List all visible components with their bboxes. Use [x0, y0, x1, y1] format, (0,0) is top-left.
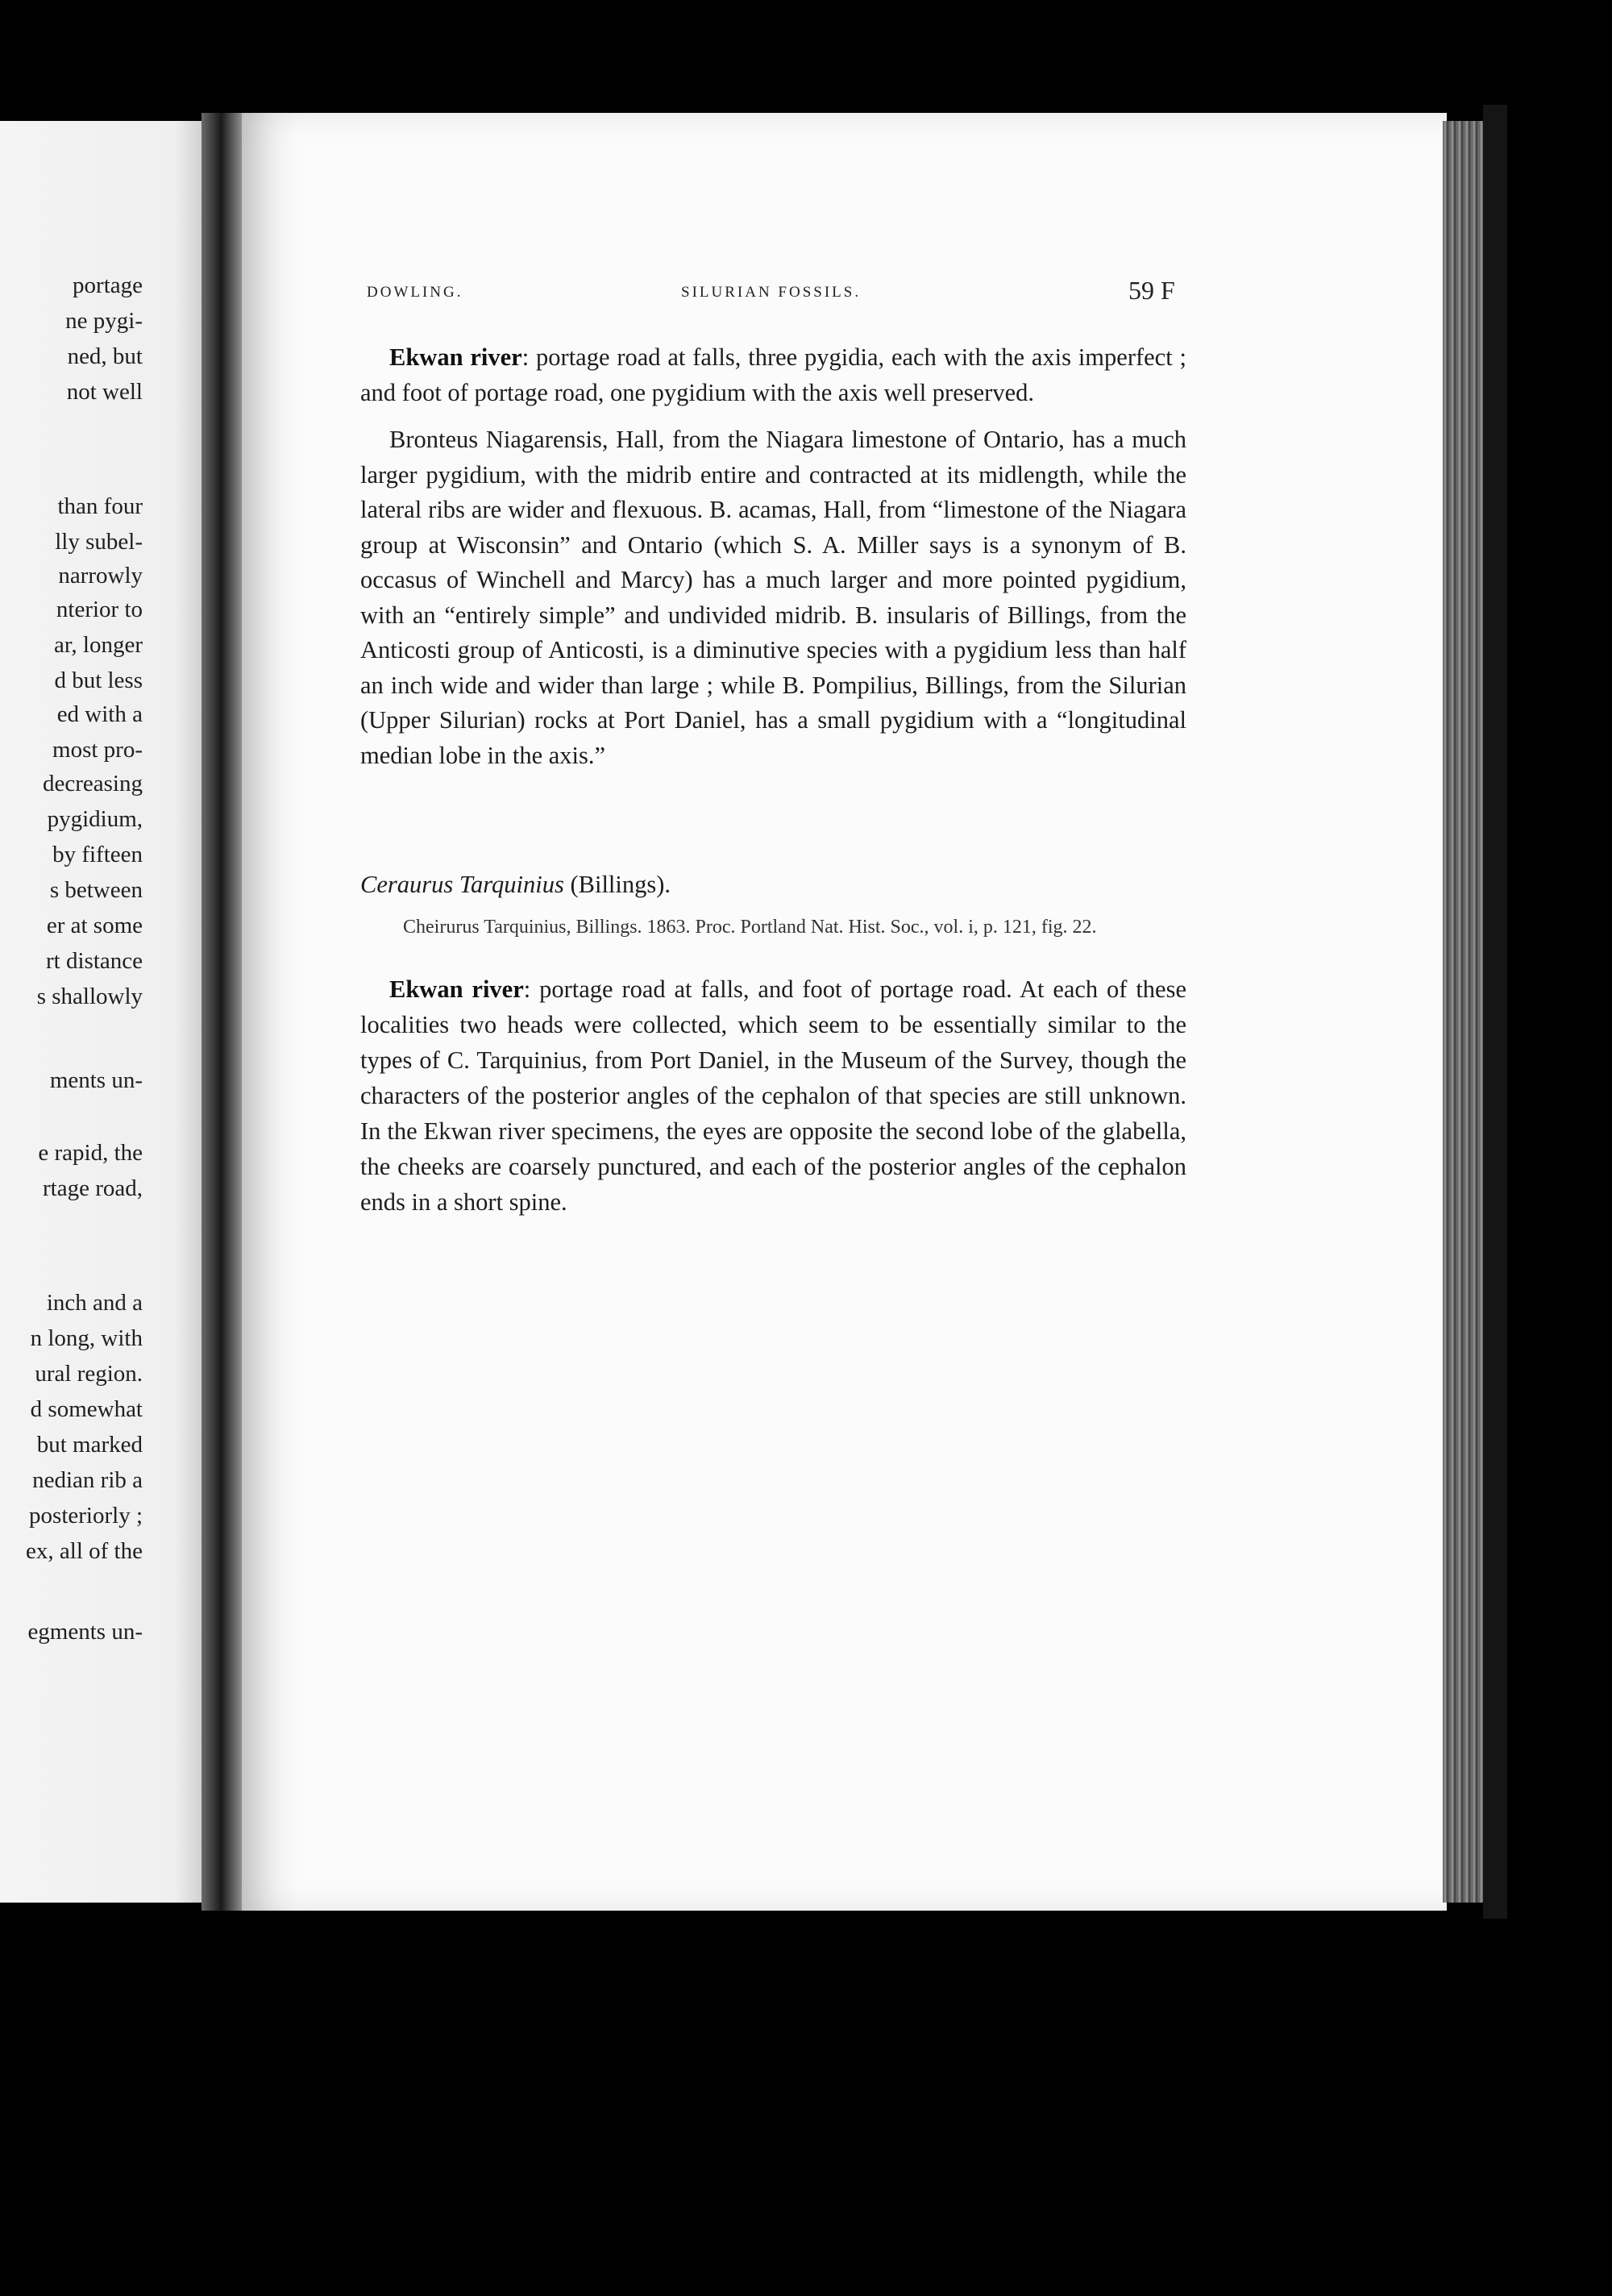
left-page-line: but marked — [36, 1432, 143, 1458]
left-page-line: portage — [73, 272, 143, 298]
left-page-line: rt distance — [46, 948, 143, 974]
left-page-line: lly subel- — [55, 529, 143, 555]
paragraph-ekwan-2 — [360, 971, 1186, 1220]
left-page-line: decreasing — [43, 771, 143, 797]
left-page-line: most pro- — [52, 737, 143, 763]
left-page-line: nterior to — [56, 597, 143, 622]
running-head-title: SILURIAN FOSSILS. — [681, 284, 862, 301]
left-page-line: d somewhat — [30, 1396, 143, 1422]
paragraph-body: Bronteus Niagarensis, Hall, from the Niagara limestone of Ontario, has a much larger pygidium, with the midrib entire and contracted at its midlength, while the lateral ribs are wider and flexuous. B. acamas, Hall, from “limestone of the Niagara group at Wisconsin” and Ontario (which S. A. Miller says is a synonym of B. occasus of Winchell and Marcy) has a much larger and more pointed pygidium, with an “entirely simple” and undivided midrib. B. insularis of Billings, from the Anticosti group of Anticosti, is a diminutive species with a pygidium less than half an inch wide and wider than large ; while B. Pompilius, Billings, from the Silurian (Upper Silurian) rocks at Port Daniel, has a small pygidium with a “longitudinal median lobe in the axis.” — [360, 426, 1186, 769]
left-page-line: ned, but — [67, 343, 143, 369]
left-page-line: ural region. — [35, 1361, 143, 1387]
left-page-line: nedian rib a — [32, 1467, 143, 1493]
left-page-line: n long, with — [30, 1325, 143, 1351]
left-page-line: not well — [66, 379, 143, 405]
page-number: 59 F — [1128, 276, 1175, 305]
paragraph-body: : portage road at falls, three pygidia, each with the axis imperfect ; and foot of portage road, one pygidium with the axis well preserved. — [360, 343, 1186, 406]
left-page-line: than four — [57, 493, 143, 519]
left-page-line: er at some — [46, 913, 143, 938]
left-page — [0, 121, 219, 1903]
left-page-line: s between — [49, 877, 143, 903]
paragraph-ekwan-1 — [360, 340, 1186, 410]
left-page-line: rtage road, — [43, 1175, 143, 1201]
left-page-line: ne pygi- — [65, 308, 143, 334]
left-page-line: s shallowly — [36, 984, 143, 1009]
species-name: Ceraurus Tarquinius — [360, 871, 564, 898]
left-page-line: ar, longer — [54, 632, 143, 658]
synonymy-citation: Cheirurus Tarquinius, Billings. 1863. Proc. Portland Nat. Hist. Soc., vol. i, p. 121, fig. 22. — [403, 917, 1097, 938]
page-edges — [1443, 121, 1487, 1903]
left-page-line: narrowly — [58, 563, 143, 589]
main-text — [360, 340, 1186, 785]
species-author: (Billings). — [570, 871, 671, 898]
paragraph-lead: Ekwan river — [389, 343, 522, 371]
left-page-line: e rapid, the — [38, 1140, 143, 1166]
left-page-line: egments un- — [27, 1619, 143, 1645]
paragraph-body: : portage road at falls, and foot of portage road. At each of these localities two heads were collected, which seem to be essentially similar to the types of C. Tarquinius, from Port Daniel, in the Museum of the Survey, though the characters of the posterior angles of the cephalon of that species are still unknown. In the Ekwan river specimens, the eyes are opposite the second lobe of the glabella, the cheeks are coarsely punctured, and each of the posterior angles of the cephalon ends in a short spine. — [360, 975, 1186, 1216]
paragraph-lead: Ekwan river — [389, 975, 524, 1003]
left-page-line: d but less — [54, 668, 143, 693]
left-page-line: pygidium, — [47, 806, 143, 832]
left-page-line: posteriorly ; — [29, 1503, 143, 1529]
left-page-line: ex, all of the — [26, 1538, 143, 1564]
main-text-2 — [360, 971, 1186, 1220]
species-heading — [360, 871, 671, 899]
left-page-line: ed with a — [56, 701, 143, 727]
book-cover-edge — [1483, 105, 1507, 1919]
left-page-line: inch and a — [46, 1290, 143, 1316]
paragraph-bronteus — [360, 422, 1186, 773]
running-head-author: DOWLING. — [367, 284, 463, 301]
left-page-line: by fifteen — [52, 842, 143, 867]
left-page-line: ments un- — [49, 1067, 143, 1093]
